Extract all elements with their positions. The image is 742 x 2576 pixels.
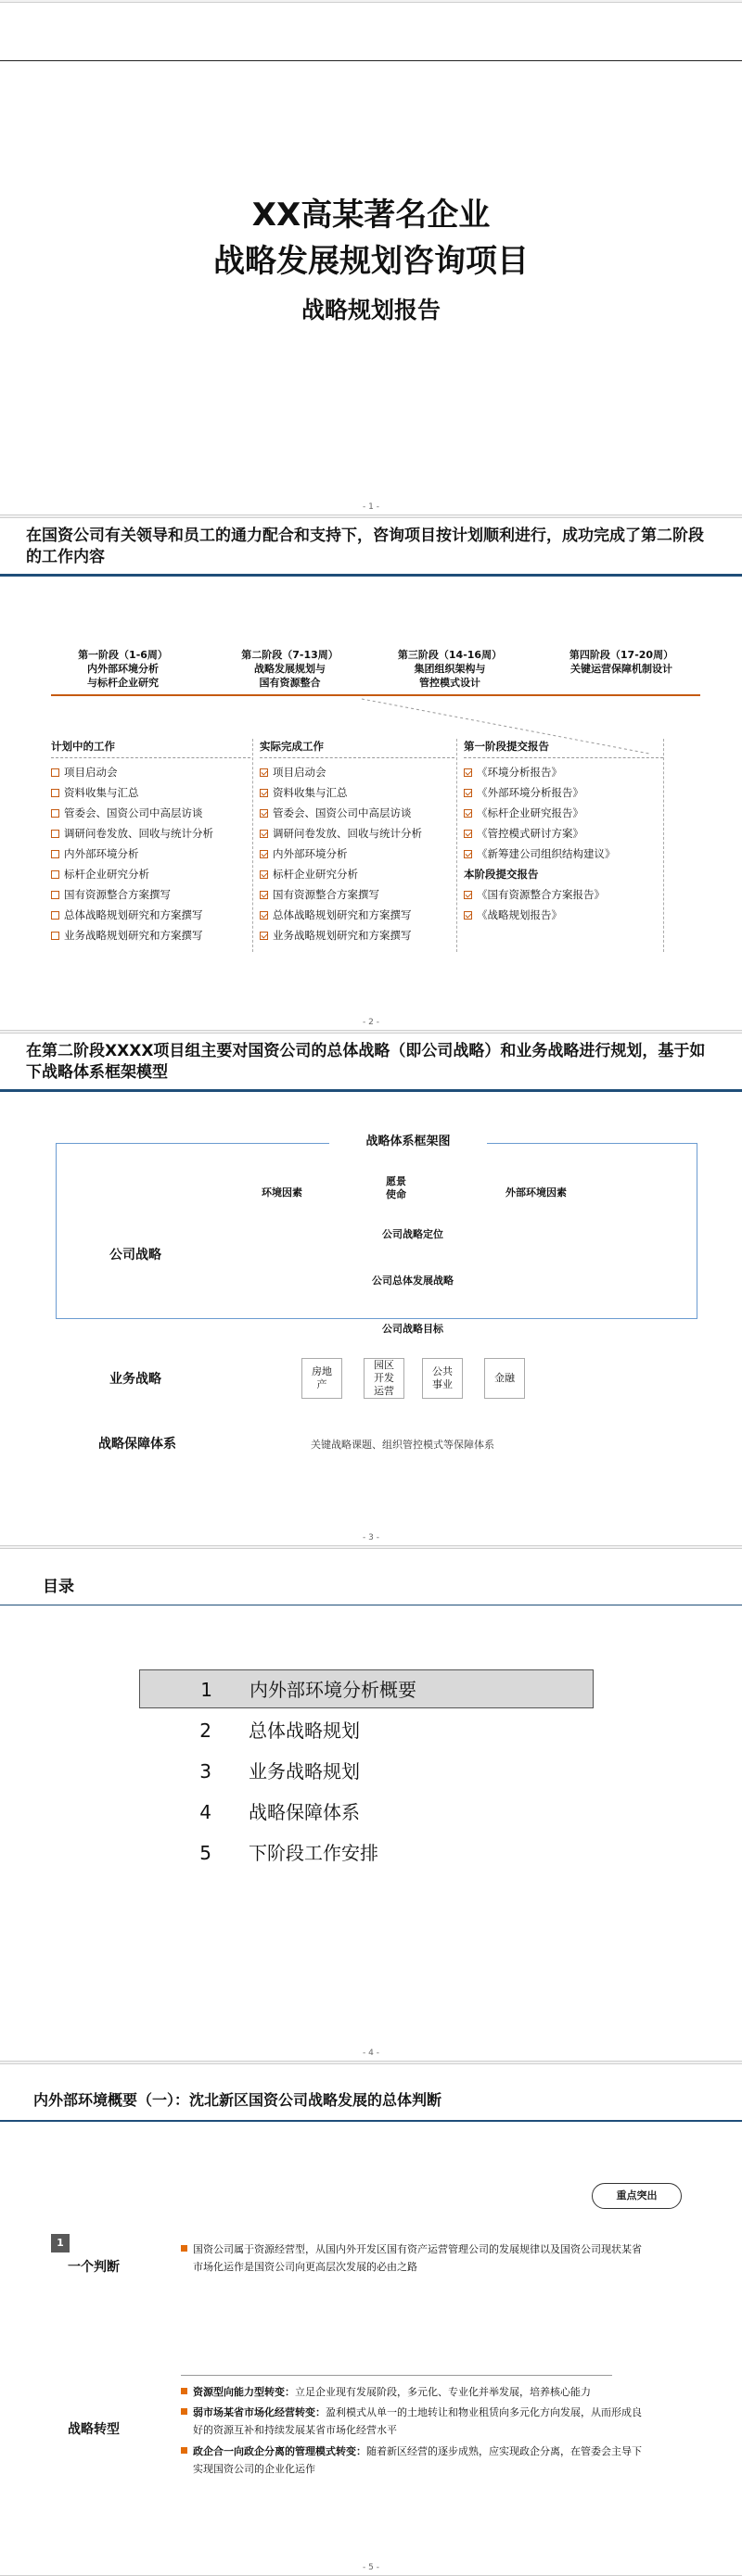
list-item: 《战略规划报告》	[464, 905, 663, 925]
slide-title: 在第二阶段XXXX项目组主要对国资公司的总体战略（即公司战略）和业务战略进行规划，基于如下战略体系框架模型	[26, 1042, 706, 1082]
list-item: 资料收集与汇总	[51, 782, 250, 803]
checked-box-icon	[260, 830, 268, 838]
toc-item-number: 3	[199, 1760, 211, 1783]
column-divider-1	[252, 739, 253, 952]
checked-box-icon	[260, 809, 268, 818]
toc-item-label: 战略保障体系	[249, 1801, 360, 1823]
toc-item-label: 下阶段工作安排	[249, 1842, 378, 1864]
strategy-goal: 公司战略目标	[343, 1321, 482, 1336]
external-factors: 外部环境因素	[505, 1186, 567, 1199]
highlight-badge: 重点突出	[592, 2183, 682, 2209]
reports-heading: 第一阶段提交报告	[464, 739, 663, 758]
list-item: 资料收集与汇总	[260, 782, 454, 803]
list-item: 管委会、国资公司中高层访谈	[260, 803, 454, 823]
list-item: 《外部环境分析报告》	[464, 782, 663, 803]
judgment-label: 一个判断	[68, 2260, 120, 2275]
list-item: 总体战略规划研究和方案撰写	[260, 905, 454, 925]
list-item: 标杆企业研究分析	[260, 864, 454, 884]
env-factors: 环境因素	[262, 1186, 302, 1199]
checkbox-icon	[51, 768, 59, 777]
toc-item-number: 5	[199, 1842, 211, 1864]
toc-item-4[interactable]	[139, 1793, 594, 1832]
toc-item-number: 4	[199, 1801, 211, 1823]
list-item: 业务战略规划研究和方案撰写	[51, 925, 250, 945]
bullet-icon	[181, 2245, 187, 2252]
checkbox-icon	[51, 891, 59, 899]
checkbox-icon	[51, 850, 59, 858]
phase-1: 第一阶段（1-6周） 内外部环境分析 与标杆企业研究	[78, 649, 168, 689]
checkbox-icon	[51, 911, 59, 920]
business-strategy-label: 业务战略	[109, 1372, 161, 1387]
slide-title: 内外部环境概要（一）：沈北新区国资公司战略发展的总体判断	[33, 2091, 442, 2109]
toc-item-number: 1	[200, 1679, 212, 1701]
bullet-icon	[181, 2388, 187, 2394]
list-item: 项目启动会	[260, 762, 454, 782]
phase-2: 第二阶段（7-13周） 战略发展规划与 国有资源整合	[241, 649, 339, 689]
toc-item-3[interactable]	[139, 1752, 594, 1791]
list-item: 调研问卷发放、回收与统计分析	[51, 823, 250, 844]
checked-box-icon	[260, 911, 268, 920]
phase-4: 第四阶段（17-20周） 关键运营保障机制设计	[569, 649, 674, 675]
page-number: - 1 -	[363, 502, 379, 512]
title-line-1: XX高某著名企业	[251, 197, 491, 234]
transformation-item-2: 弱市场某省市场化经营转变：盈利模式从单一的土地转让和物业租赁向多元化方向发展，从而形成良 好的资源互补和持续发展某省市场化经营水平	[181, 2404, 719, 2439]
title-line-2: 战略发展规划咨询项目	[213, 243, 529, 280]
strategy-positioning: 公司战略定位	[382, 1228, 443, 1240]
planned-work-column	[51, 739, 250, 945]
slide-2	[0, 517, 742, 1031]
page-number: - 3 -	[363, 1533, 379, 1542]
toc-item-number: 2	[199, 1719, 211, 1742]
biz-box-real-estate: 房地 产	[301, 1358, 342, 1399]
toc-item-1[interactable]	[139, 1669, 594, 1708]
biz-box-park: 园区 开发 运营	[364, 1358, 404, 1399]
section-divider	[181, 2375, 612, 2376]
checked-box-icon	[464, 911, 472, 920]
list-item: 管委会、国资公司中高层访谈	[51, 803, 250, 823]
checkbox-icon	[51, 789, 59, 797]
column-divider-3	[663, 739, 664, 952]
list-item: 《环境分析报告》	[464, 762, 663, 782]
checked-box-icon	[260, 932, 268, 940]
page-number: - 2 -	[363, 1018, 379, 1027]
list-item: 国有资源整合方案撰写	[260, 884, 454, 905]
toc-item-label: 内外部环境分析概要	[249, 1679, 416, 1701]
checkbox-icon	[51, 830, 59, 838]
slide-header	[0, 1034, 742, 1092]
checkbox-icon	[51, 932, 59, 940]
biz-box-finance: 金融	[484, 1358, 525, 1399]
checkbox-icon	[51, 870, 59, 879]
list-item: 调研问卷发放、回收与统计分析	[260, 823, 454, 844]
checkbox-icon	[51, 809, 59, 818]
list-item: 总体战略规划研究和方案撰写	[51, 905, 250, 925]
planned-work-heading: 计划中的工作	[51, 739, 250, 758]
list-item: 业务战略规划研究和方案撰写	[260, 925, 454, 945]
page-number: - 4 -	[363, 2049, 379, 2058]
checked-box-icon	[260, 850, 268, 858]
checked-box-icon	[260, 891, 268, 899]
transformation-label: 战略转型	[68, 2422, 120, 2437]
transformation-item-3: 政企合一向政企分离的管理模式转变：随着新区经营的逐步成熟，应实现政企分离，在管委会主导下 实现国资公司的企业化运作	[181, 2443, 719, 2478]
overall-strategy: 公司总体发展战略	[372, 1275, 454, 1287]
slide-1	[0, 2, 742, 515]
bullet-icon	[181, 2447, 187, 2454]
toc-heading: 目录	[43, 1578, 74, 1596]
completed-work-heading: 实际完成工作	[260, 739, 454, 758]
subtitle: 战略规划报告	[301, 297, 441, 324]
checked-box-icon	[464, 768, 472, 777]
checked-box-icon	[464, 830, 472, 838]
list-item: 内外部环境分析	[260, 844, 454, 864]
list-item: 《新筹建公司组织结构建议》	[464, 844, 663, 864]
checked-box-icon	[464, 891, 472, 899]
checked-box-icon	[260, 768, 268, 777]
completed-work-column	[260, 739, 454, 945]
corporate-strategy-label: 公司战略	[109, 1248, 161, 1263]
list-item: 项目启动会	[51, 762, 250, 782]
checked-box-icon	[464, 789, 472, 797]
slide-5	[0, 2063, 742, 2576]
transformation-item-1: 资源型向能力型转变：立足企业现有发展阶段，多元化、专业化并举发展，培养核心能力	[181, 2383, 719, 2401]
checked-box-icon	[260, 870, 268, 879]
vision-mission: 愿景 使命	[386, 1175, 406, 1200]
list-item: 《国有资源整合方案报告》	[464, 884, 663, 905]
checked-box-icon	[464, 809, 472, 818]
slide-3	[0, 1033, 742, 1546]
list-item: 《管控模式研讨方案》	[464, 823, 663, 844]
top-rule	[0, 60, 742, 61]
toc-item-label: 总体战略规划	[249, 1719, 360, 1742]
phase-3: 第三阶段（14-16周） 集团组织架构与 管控模式设计	[397, 649, 503, 689]
number-badge: 1	[51, 2234, 70, 2252]
reports-column	[464, 739, 663, 925]
page-number: - 5 -	[363, 2563, 379, 2572]
list-item: 《标杆企业研究报告》	[464, 803, 663, 823]
toc-item-5[interactable]	[139, 1834, 594, 1872]
title-rule	[0, 2120, 742, 2122]
framework-title: 战略体系框架图	[329, 1134, 487, 1150]
checked-box-icon	[464, 850, 472, 858]
support-system-label: 战略保障体系	[98, 1437, 176, 1452]
list-item: 内外部环境分析	[51, 844, 250, 864]
list-item: 标杆企业研究分析	[51, 864, 250, 884]
judgment-text: 国资公司属于资源经营型，从国内外开发区国有资产运营管理公司的发展规律以及国资公司现状某省 市场化运作是国资公司向更高层次发展的必由之路	[181, 2240, 710, 2276]
slide-4	[0, 1548, 742, 2062]
biz-box-public: 公共 事业	[422, 1358, 463, 1399]
checked-box-icon	[260, 789, 268, 797]
column-divider-2	[456, 739, 457, 952]
bullet-icon	[181, 2408, 187, 2415]
sub-heading: 本阶段提交报告	[464, 868, 539, 881]
list-item: 国有资源整合方案撰写	[51, 884, 250, 905]
slide-title: 在国资公司有关领导和员工的通力配合和支持下，咨询项目按计划顺利进行，成功完成了第二阶段的工作内容	[26, 527, 704, 566]
slide-header	[0, 518, 742, 577]
toc-item-label: 业务战略规划	[249, 1760, 360, 1783]
toc-item-2[interactable]	[139, 1711, 594, 1750]
support-system-desc: 关键战略课题、组织管控模式等保障体系	[311, 1439, 494, 1451]
